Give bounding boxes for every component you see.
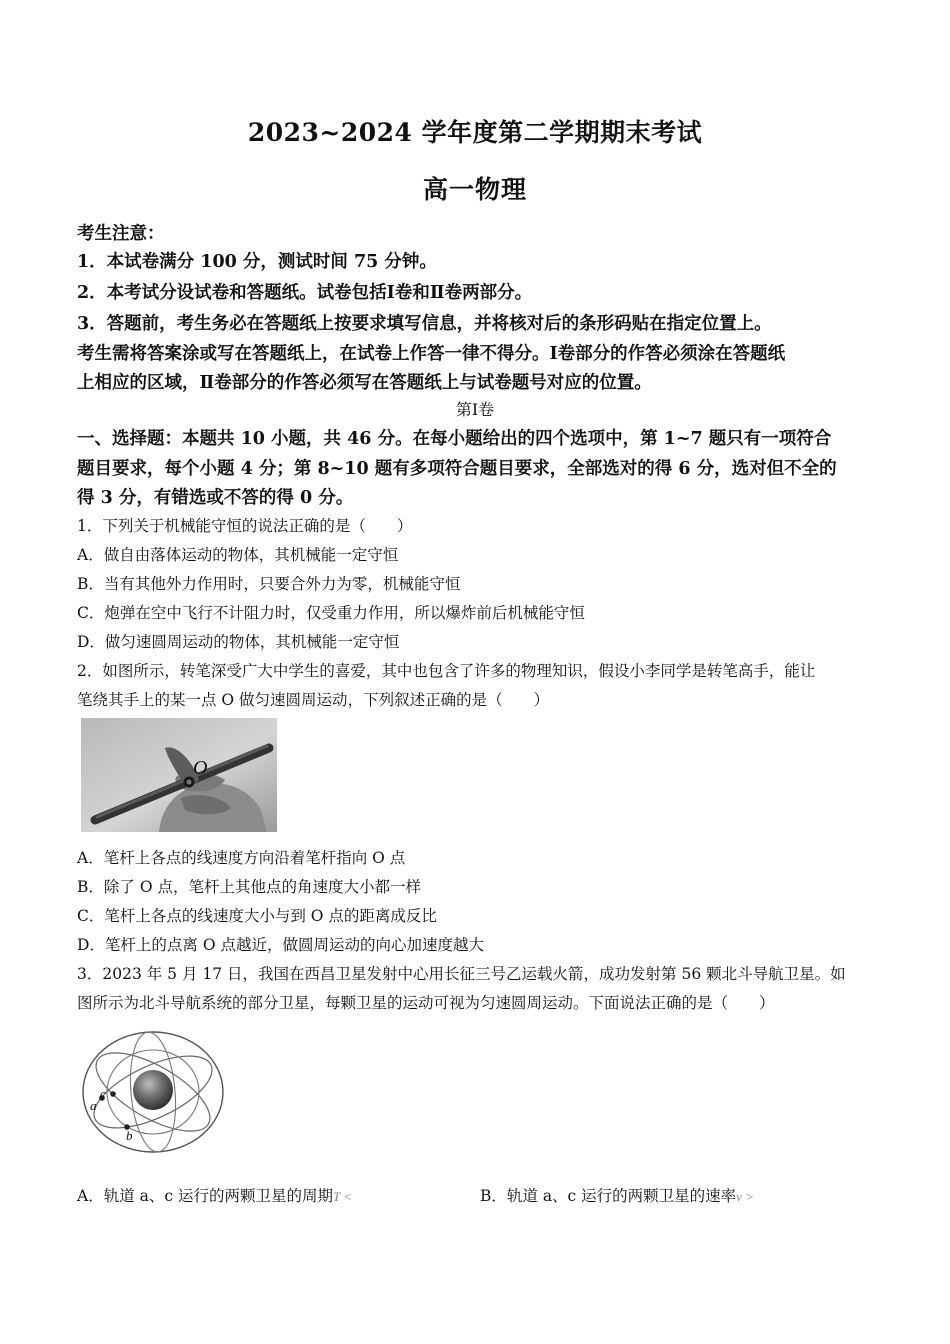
- section-intro: 题目要求，每个小题 4 分；第 8~10 题有多项符合题目要求，全部选对的得 6 分，选对但不全的: [77, 459, 837, 479]
- section-intro: 得 3 分，有错选或不答的得 0 分。: [77, 488, 354, 508]
- option-b-formula: v >: [736, 1189, 754, 1204]
- option-a-text: A．轨道 a、c 运行的两颗卫星的周期: [77, 1187, 333, 1205]
- option: A．做自由落体运动的物体，其机械能一定守恒: [77, 546, 399, 564]
- orbit-label-b: b: [126, 1128, 133, 1143]
- satellite-orbits-figure: [78, 1028, 228, 1156]
- option: B．当有其他外力作用时，只要合外力为零，机械能守恒: [77, 575, 461, 593]
- question-stem: 1．下列关于机械能守恒的说法正确的是（ ）: [77, 517, 413, 535]
- option-b-text: B．轨道 a、c 运行的两颗卫星的速率: [480, 1187, 737, 1205]
- pivot-label: O: [193, 757, 208, 779]
- option-a-formula: T <: [332, 1189, 353, 1204]
- notice-item: 3．答题前，考生务必在答题纸上按要求填写信息，并将核对后的条形码贴在指定位置上。: [77, 314, 772, 334]
- pen-spinning-figure: [81, 718, 277, 832]
- notice-paragraph: 上相应的区域，Ⅱ卷部分的作答必须写在答题纸上与试卷题号对应的位置。: [77, 373, 652, 393]
- option-b: [480, 1184, 754, 1206]
- orbit-label-a: a: [90, 1098, 97, 1113]
- notice-item: 2．本考试分设试卷和答题纸。试卷包括Ⅰ卷和Ⅱ卷两部分。: [77, 283, 533, 303]
- notice-paragraph: 考生需将答案涂或写在答题纸上，在试卷上作答一律不得分。Ⅰ卷部分的作答必须涂在答题纸: [77, 344, 786, 364]
- option: C．笔杆上各点的线速度大小与到 O 点的距离成反比: [77, 907, 437, 925]
- exam-title: 2023~2024 学年度第二学期期末考试: [247, 118, 703, 147]
- option: D．笔杆上的点离 O 点越近，做圆周运动的向心加速度越大: [77, 936, 484, 954]
- question-stem: 图所示为北斗导航系统的部分卫星，每颗卫星的运动可视为匀速圆周运动。下面说法正确的是（ ）: [77, 994, 775, 1012]
- notice-heading: 考生注意：: [77, 224, 165, 244]
- option: A．笔杆上各点的线速度方向沿着笔杆指向 O 点: [77, 849, 406, 867]
- question-stem: 2．如图所示，转笔深受广大中学生的喜爱，其中也包含了许多的物理知识，假设小李同学是转笔高手，能让: [77, 662, 816, 680]
- notice-item: 1．本试卷满分 100 分，测试时间 75 分钟。: [77, 252, 437, 272]
- subject-title: 高一物理: [422, 175, 527, 204]
- question-stem: 3．2023 年 5 月 17 日，我国在西昌卫星发射中心用长征三号乙运载火箭，成功发射第 56 颗北斗导航卫星。如: [77, 965, 846, 983]
- option: B．除了 O 点，笔杆上其他点的角速度大小都一样: [77, 878, 421, 896]
- option: D．做匀速圆周运动的物体，其机械能一定守恒: [77, 633, 400, 651]
- section-label: 第Ⅰ卷: [455, 400, 495, 419]
- section-intro: 一、选择题：本题共 10 小题，共 46 分。在每小题给出的四个选项中，第 1~7 题只有一项符合: [77, 429, 832, 449]
- orbit-label-c: c: [100, 1086, 106, 1101]
- question-stem: 笔绕其手上的某一点 O 做匀速圆周运动，下列叙述正确的是（ ）: [77, 691, 550, 709]
- option-a: [77, 1184, 352, 1206]
- option: C．炮弹在空中飞行不计阻力时，仅受重力作用，所以爆炸前后机械能守恒: [77, 604, 585, 622]
